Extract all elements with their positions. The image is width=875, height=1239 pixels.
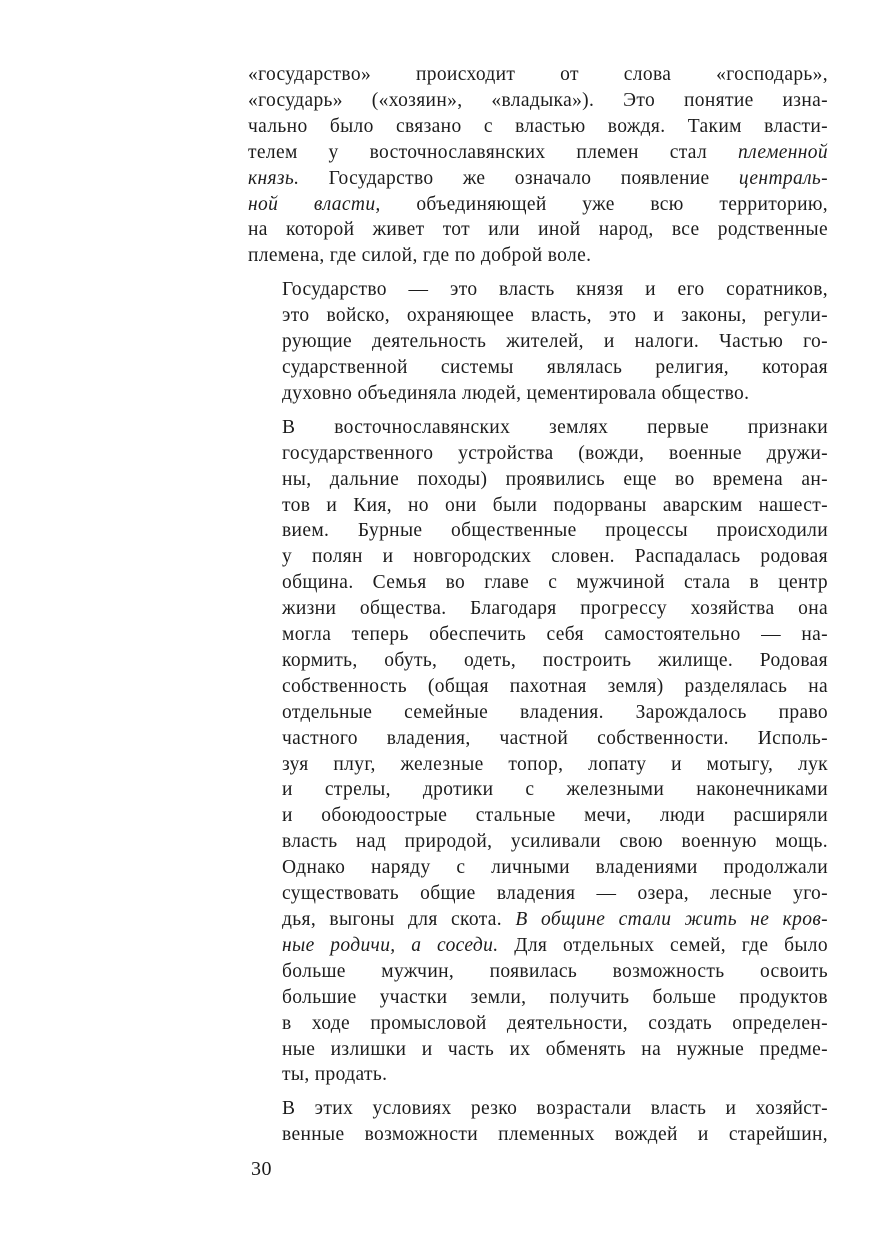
text-run: на которой живет тот или иной народ, все родственные: [248, 219, 828, 241]
text-line: [248, 277, 828, 303]
text-run: зуя плуг, железные топор, лопату и мотыгу, лук: [282, 753, 828, 775]
text-line: [248, 140, 828, 166]
text-line: [248, 803, 828, 829]
text-run: отдельные семейные владения. Зарождалось право: [282, 701, 828, 723]
text-run: частного владения, частной собственности. Исполь-: [282, 727, 828, 749]
text-line: [248, 752, 828, 778]
text-line: [248, 726, 828, 752]
italic-text: централь-: [738, 167, 828, 189]
text-run: Государство — это власть князя и его соратников,: [282, 279, 828, 301]
text-line: [248, 1011, 828, 1037]
text-line: [248, 959, 828, 985]
text-run: у полян и новгородских словен. Распадалась родовая: [282, 546, 828, 568]
text-line: [248, 381, 828, 407]
italic-text: ной власти,: [248, 193, 381, 215]
text-line: [248, 1062, 828, 1088]
text-run: община. Семья во главе с мужчиной стала в центр: [282, 572, 828, 594]
text-run: ные излишки и часть их обменять на нужные предме-: [282, 1038, 828, 1060]
text-line: [248, 415, 828, 441]
paragraph-3: [248, 415, 828, 1089]
text-line: [248, 985, 828, 1011]
paragraph-2: [248, 277, 828, 407]
text-line: [248, 544, 828, 570]
text-line: [248, 518, 828, 544]
text-run: чально было связано с властью вождя. Таким власти-: [248, 115, 828, 137]
italic-text: племенной: [737, 141, 828, 163]
text-line: [248, 855, 828, 881]
text-line: [248, 829, 828, 855]
text-run: венные возможности племенных вождей и старейшин,: [282, 1124, 828, 1146]
text-run: кормить, обуть, одеть, построить жилище. Родовая: [282, 649, 828, 671]
text-run: большие участки земли, получить больше продуктов: [282, 986, 828, 1008]
text-run: В восточнославянских землях первые признаки: [282, 416, 828, 438]
text-run: «государь» («хозяин», «владыка»). Это понятие изна-: [248, 89, 828, 111]
italic-text: ные родичи, а соседи.: [282, 934, 499, 956]
paragraph-1: [248, 62, 828, 269]
page-number: 30: [251, 1158, 272, 1180]
text-run: духовно объединяла людей, цементировала общество.: [282, 382, 750, 404]
text-line: [248, 907, 828, 933]
paragraph-4: [248, 1096, 828, 1148]
text-line: [248, 62, 828, 88]
italic-text: В общине стали жить не кров-: [515, 909, 828, 930]
text-line: [248, 596, 828, 622]
italic-text: князь.: [248, 167, 300, 189]
text-run: больше мужчин, появилась возможность освоить: [282, 960, 828, 982]
text-line: [248, 303, 828, 329]
text-run: ты, продать.: [282, 1064, 388, 1086]
text-run: Однако наряду с личными владениями продолжали: [282, 857, 828, 879]
text-run: существовать общие владения — озера, лесные уго-: [282, 883, 828, 905]
text-run: Для отдельных семей, где было: [498, 934, 828, 956]
text-line: [248, 881, 828, 907]
text-run: телем у восточнославянских племен стал: [248, 141, 738, 163]
text-line: [248, 1122, 828, 1148]
text-line: [248, 467, 828, 493]
text-line: [248, 441, 828, 467]
text-line: [248, 329, 828, 355]
text-run: и обоюдоострые стальные мечи, люди расширяли: [282, 805, 828, 827]
text-run: тов и Кия, но они были подорваны аварским нашест-: [282, 494, 828, 516]
text-line: [248, 933, 828, 959]
text-line: [248, 493, 828, 519]
text-run: могла теперь обеспечить себя самостоятельно — на-: [282, 624, 828, 646]
text-run: дья, выгоны для скота.: [282, 909, 516, 930]
text-run: и стрелы, дротики с железными наконечниками: [282, 779, 828, 801]
text-run: собственность (общая пахотная земля) разделялась на: [282, 675, 828, 697]
text-line: [248, 88, 828, 114]
text-line: [248, 777, 828, 803]
text-line: [248, 1096, 828, 1122]
text-run: вием. Бурные общественные процессы происходили: [282, 520, 828, 542]
text-line: [248, 648, 828, 674]
text-run: племена, где силой, где по доброй воле.: [248, 245, 592, 267]
text-line: [248, 355, 828, 381]
text-line: [248, 243, 828, 269]
text-run: В этих условиях резко возрастали власть и хозяйст-: [282, 1098, 828, 1120]
text-line: [248, 674, 828, 700]
text-run: Государство же означало появление: [299, 167, 739, 189]
text-run: рующие деятельность жителей, и налоги. Частью го-: [282, 331, 828, 353]
text-run: жизни общества. Благодаря прогрессу хозяйства она: [282, 598, 828, 620]
text-run: это войско, охраняющее власть, это и законы, регули-: [282, 305, 828, 327]
text-run: объединяющей уже всю территорию,: [380, 193, 828, 215]
text-line: [248, 570, 828, 596]
page-text-body: [248, 62, 828, 1148]
text-line: [248, 192, 828, 218]
text-run: власть над природой, усиливали свою военную мощь.: [282, 831, 828, 853]
text-line: [248, 622, 828, 648]
text-run: государственного устройства (вожди, военные дружи-: [282, 442, 828, 464]
text-run: ны, дальние походы) проявились еще во времена ан-: [282, 468, 828, 490]
text-line: [248, 114, 828, 140]
text-run: «государство» происходит от слова «господарь»,: [248, 64, 828, 85]
text-run: сударственной системы являлась религия, которая: [282, 356, 828, 378]
text-line: [248, 166, 828, 192]
text-run: в ходе промысловой деятельности, создать определен-: [282, 1012, 828, 1034]
text-line: [248, 700, 828, 726]
text-line: [248, 217, 828, 243]
text-line: [248, 1037, 828, 1063]
